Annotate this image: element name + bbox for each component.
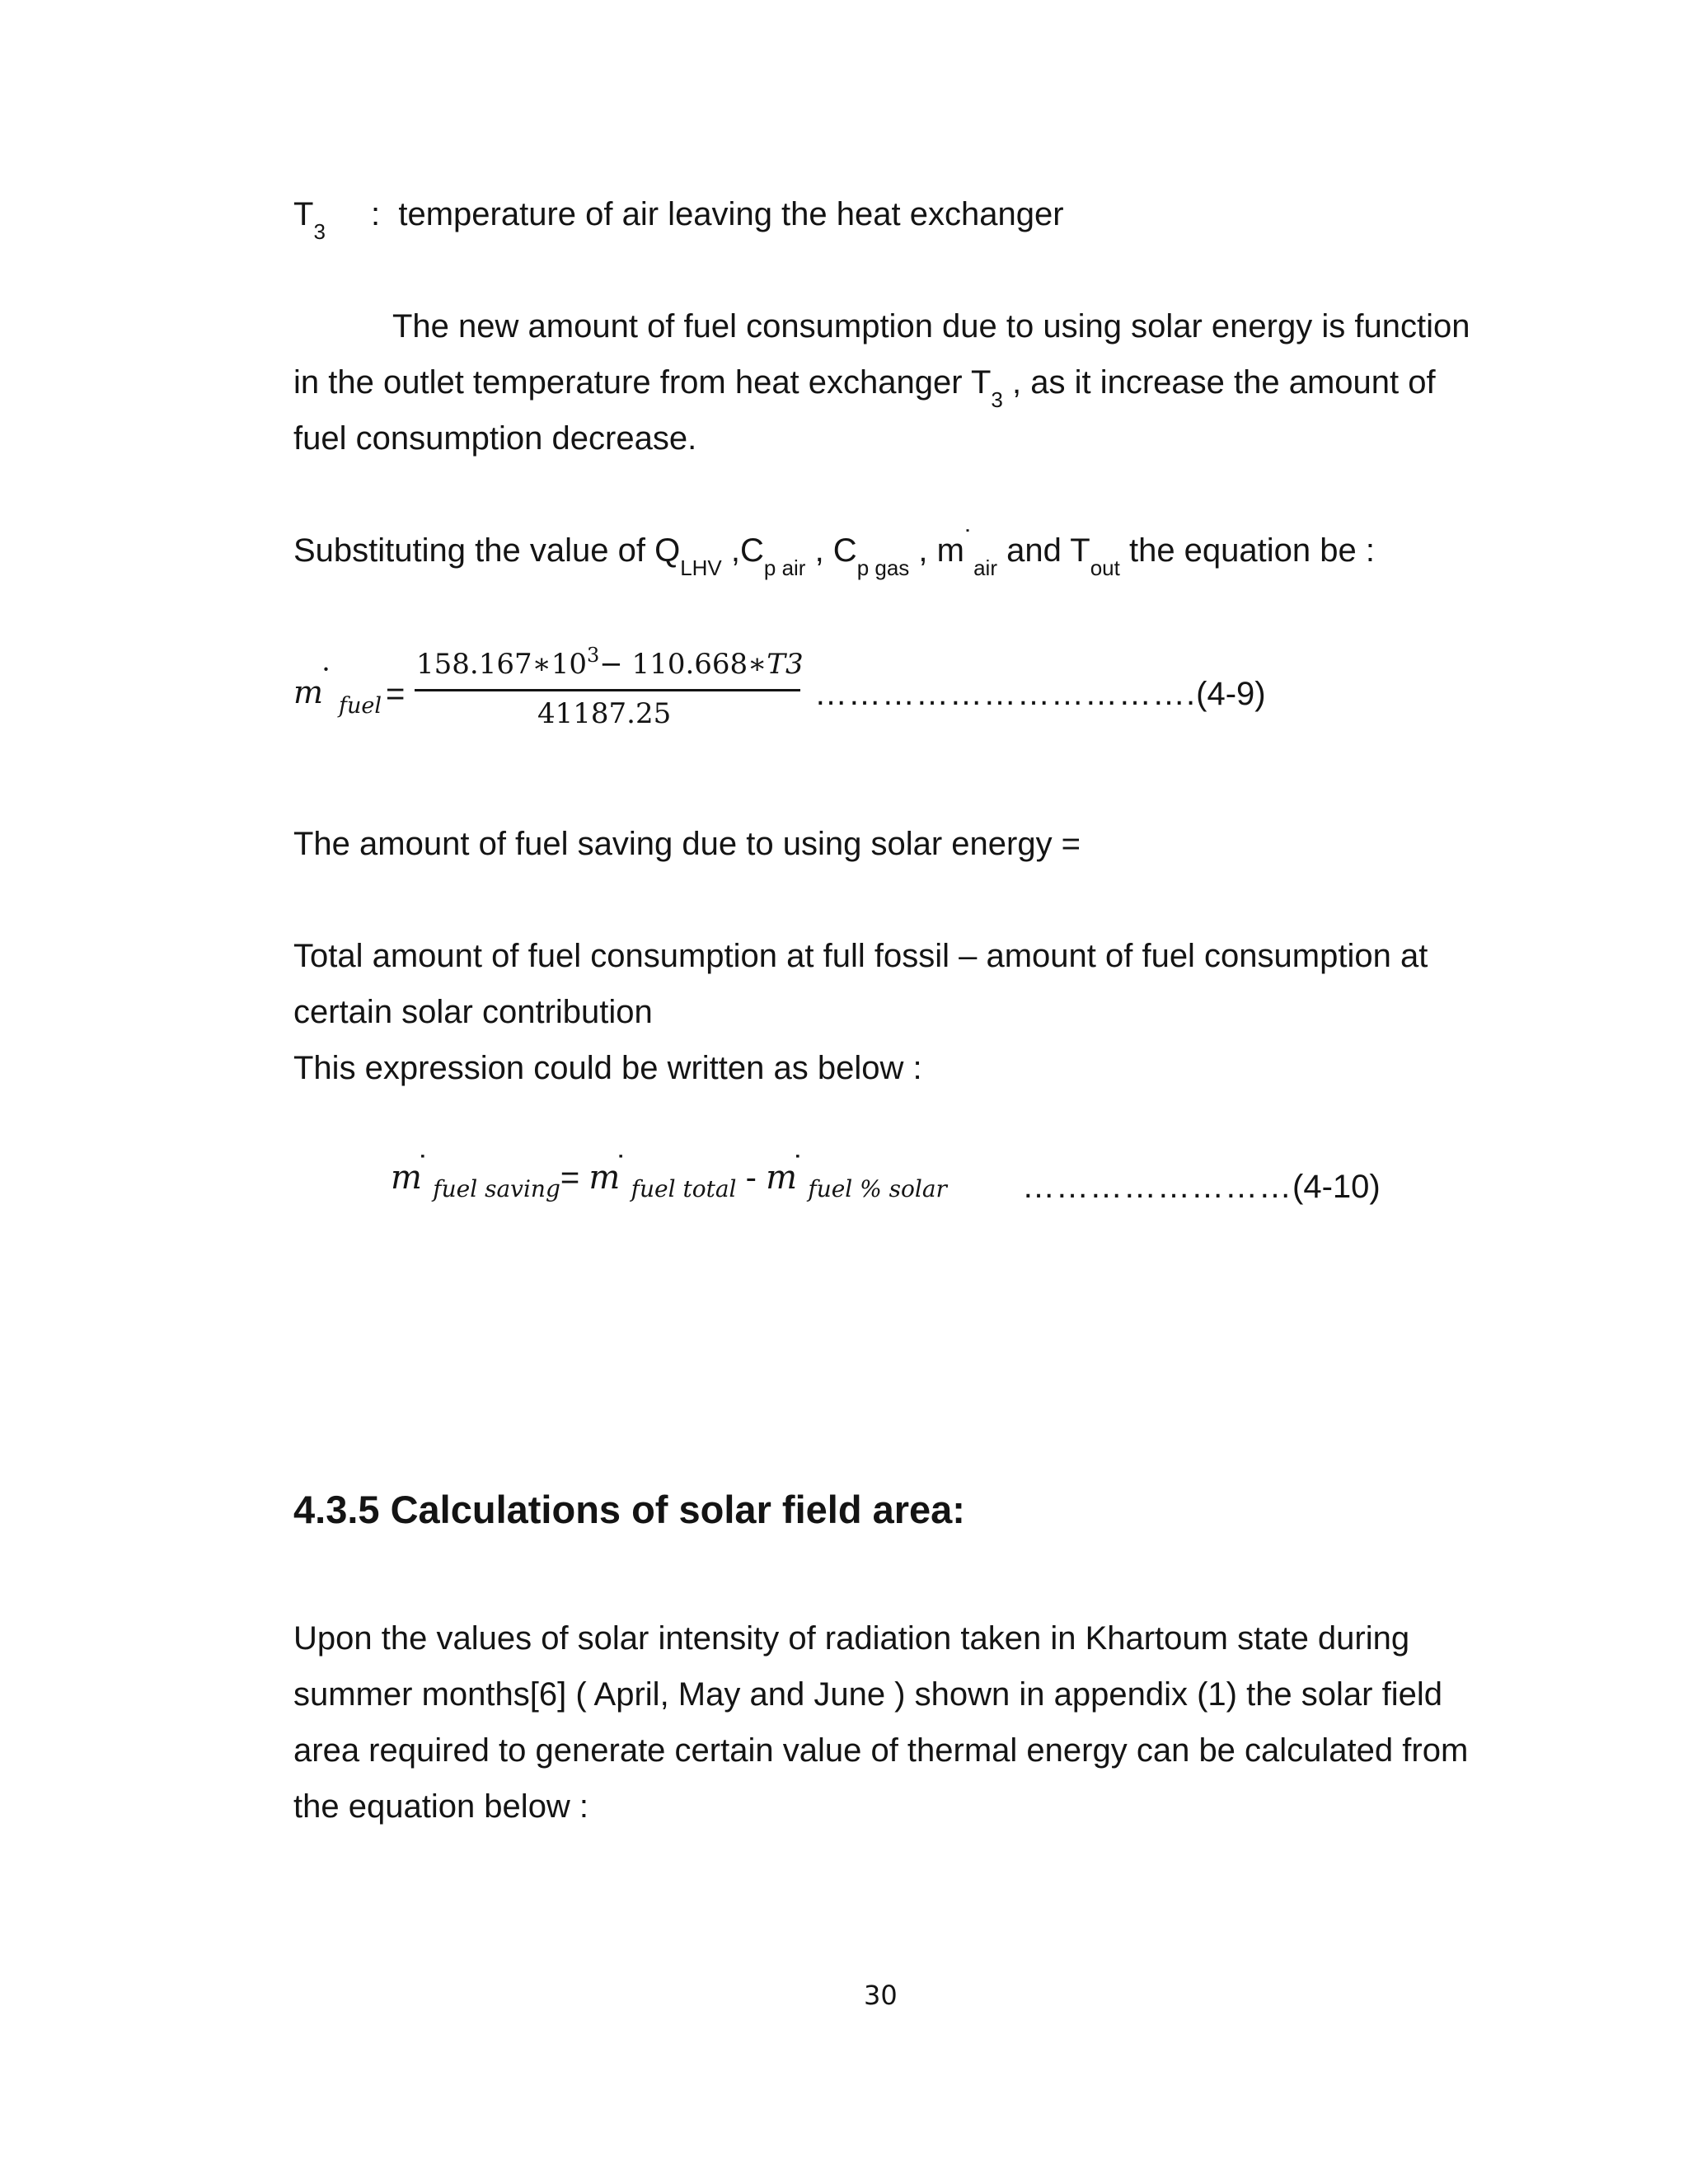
eq2-sub-fuel-saving: fuel saving <box>433 1175 560 1202</box>
definition-symbol: T <box>293 196 314 232</box>
eq1-denominator: 41187.25 <box>537 697 672 730</box>
para2-line3: area required to generate certain value of thermal energy can be calculated from <box>293 1732 1469 1769</box>
substituting-text-e: and T <box>997 532 1090 569</box>
eq1-sub-fuel: fuel <box>339 693 382 719</box>
eq1-label: (4-9) <box>1196 676 1266 712</box>
eq1-lhs <box>293 663 382 719</box>
substituting-text-b: ,C <box>721 532 764 569</box>
eq1-equals: = <box>386 676 406 712</box>
para1-line1: The new amount of fuel consumption due to using solar energy is function <box>392 308 1470 344</box>
para1-line2-text-a: in the outlet temperature from heat exchanger T <box>293 364 992 401</box>
eq2-minus: - <box>745 1160 757 1196</box>
definition-symbol-subscript: 3 <box>313 219 326 244</box>
eq1-numerator <box>416 643 804 681</box>
definition-text: temperature of air leaving the heat exchanger <box>398 196 1064 232</box>
eq2-reference <box>1022 1159 1381 1215</box>
total-para-line3: This expression could be written as below : <box>293 1050 922 1086</box>
para2-line2: summer months[6] ( April, May and June ) shown in appendix (1) the solar field <box>293 1676 1442 1713</box>
para1-line2-subscript: 3 <box>991 387 1003 412</box>
eq1-num-exponent: 3 <box>586 643 600 667</box>
eq1-reference <box>814 666 1266 722</box>
total-para-line2: certain solar contribution <box>293 994 653 1030</box>
sub-out: out <box>1090 555 1120 580</box>
sub-lhv: LHV <box>680 555 722 580</box>
sub-p-air: p air <box>763 555 806 580</box>
eq1-m: m <box>293 674 324 710</box>
eq1-num-b: − 110.668∗ <box>599 648 767 681</box>
mass-flow-dot: ˙ <box>964 525 974 556</box>
eq1-num-a: 158.167∗10 <box>416 648 587 681</box>
para1-line2-text-b: , as it increase the amount of <box>1002 364 1436 401</box>
eq2-dot2: ˙ <box>617 1150 628 1186</box>
para2-line4: the equation below : <box>293 1788 589 1825</box>
eq2-m3: m <box>766 1159 797 1197</box>
para2-line1: Upon the values of solar intensity of radiation taken in Khartoum state during <box>293 1620 1410 1657</box>
para1-line2 <box>293 354 1436 410</box>
substituting-text-d: , m <box>909 532 964 569</box>
definition-text-line <box>371 186 1064 242</box>
eq2-dot1: ˙ <box>418 1150 430 1186</box>
eq2-m1: m <box>391 1159 422 1197</box>
substituting-text-a: Substituting the value of Q <box>293 532 681 569</box>
eq1-num-var: T3 <box>767 648 804 681</box>
eq1-dot: ˙ <box>318 663 335 699</box>
saving-line: The amount of fuel saving due to using solar energy = <box>293 826 1081 862</box>
eq2-sub-fuel-total: fuel total <box>631 1175 737 1202</box>
substituting-text-f: the equation be : <box>1119 532 1375 569</box>
eq2-sub-fuel-percent-solar: fuel % solar <box>808 1175 947 1202</box>
para1-line3: fuel consumption decrease. <box>293 420 697 457</box>
eq1-fraction-bar <box>415 689 800 691</box>
sub-p-gas: p gas <box>856 555 910 580</box>
total-para-line1: Total amount of fuel consumption at full fossil – amount of fuel consumption at <box>293 938 1428 974</box>
substituting-text-c: , C <box>805 532 857 569</box>
eq2-label: (4-10) <box>1292 1169 1381 1205</box>
eq2-expression <box>391 1150 947 1202</box>
eq1-dots: ……………………………. <box>814 676 1197 712</box>
eq2-m2: m <box>588 1159 621 1197</box>
eq2-dots: …………………… <box>1022 1169 1292 1205</box>
eq2-dot3: ˙ <box>794 1150 805 1186</box>
definition-colon: : <box>371 196 381 232</box>
sub-air: air <box>973 555 997 580</box>
definition-line <box>293 186 326 242</box>
substituting-line <box>293 523 1375 579</box>
page-number: 30 <box>864 1980 898 2011</box>
section-heading: 4.3.5 Calculations of solar field area: <box>293 1488 965 1531</box>
eq2-equals: = <box>560 1160 580 1196</box>
